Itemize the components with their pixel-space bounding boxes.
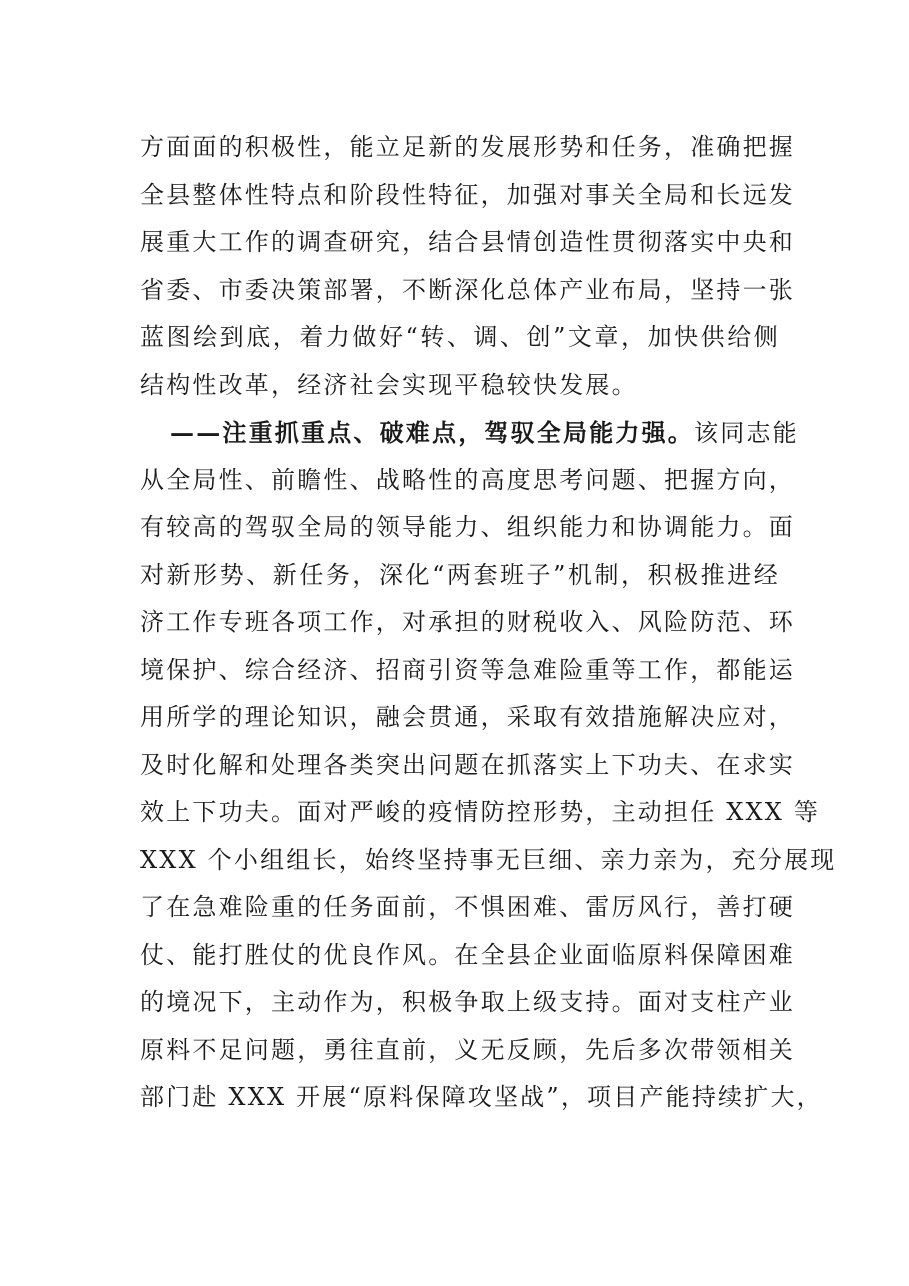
paragraph-1 [140,124,795,409]
text-line: 原料不足问题，勇往直前，义无反顾，先后多次带领相关 [140,1035,795,1064]
text-line: 济工作专班各项工作，对承担的财税收入、风险防范、环 [140,608,795,636]
text-span: 该同志能 [694,419,799,447]
text-line: 及时化解和处理各类突出问题在抓落实上下功夫、在求实 [140,750,795,779]
text-line: 结构性改革，经济社会实现平稳较快发展。 [140,370,638,399]
paragraph-first-line [140,409,799,457]
text-line: 用所学的理论知识，融会贯通，采取有效措施解决应对， [140,703,795,731]
text-line: 部门赴 XXX 开展“原料保障攻坚战”，项目产能持续扩大， [140,1083,823,1111]
text-line: 仗、能打胜仗的优良作风。在全县企业面临原料保障困难 [140,940,795,969]
text-line: 展重大工作的调查研究，结合县情创造性贯彻落实中央和 [140,228,795,256]
text-line: 方面面的积极性，能立足新的发展形势和任务，准确把握 [140,133,795,161]
text-line: 全县整体性特点和阶段性特征，加强对事关全局和长远发 [140,180,795,209]
section-heading: ——注重抓重点、破难点，驾驭全局能力强。 [170,418,694,447]
text-line: 有较高的驾驭全局的领导能力、组织能力和协调能力。面 [140,513,795,541]
text-line: 对新形势、新任务，深化“两套班子”机制，积极推进经 [140,560,780,589]
text-line: 了在急难险重的任务面前，不惧困难、雷厉风行，善打硬 [140,893,795,921]
text-line: 的境况下，主动作为，积极争取上级支持。面对支柱产业 [140,988,795,1016]
text-line: 从全局性、前瞻性、战略性的高度思考问题、把握方向， [140,465,795,494]
text-line: 境保护、综合经济、招商引资等急难险重等工作，都能运 [140,655,795,684]
text-line: 蓝图绘到底，着力做好“转、调、创”文章，加快供给侧 [140,323,780,351]
text-line: XXX 个小组组长，始终坚持事无巨细、亲力亲为，充分展现 [140,845,837,874]
document-body [140,124,837,1122]
text-line: 效上下功夫。面对严峻的疫情防控形势，主动担任 XXX 等 [140,798,821,826]
paragraph-2 [140,409,837,1122]
text-line: 省委、市委决策部署，不断深化总体产业布局，坚持一张 [140,275,795,304]
